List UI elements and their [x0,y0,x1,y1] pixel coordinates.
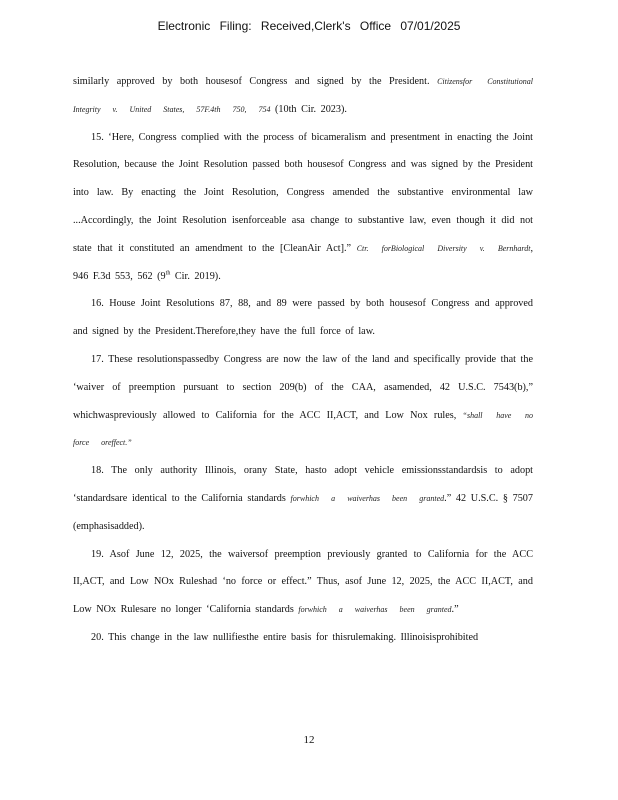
paragraph-text: 15. ‘Here, Congress complied with the process of bicameralism and presentment in enacting the Joint Resolution, because the Joint Resolution passed both housesof Congress and was signed by the President into law. By enacting the Joint Resolution, Congress amended the substantive environmental law ...Accordingly, the Joint Resolution isenforceable asa change to substantive law, even though it did not state that it constituted an amendment to the [CleanAir Act].” [73,131,533,254]
document-body [73,68,533,652]
paragraph-text: , 946 F.3d 553, 562 (9 [73,242,533,282]
quoted-emphasis: “shall have no force oreffect.” [73,410,533,448]
paragraph-text: .” 42 U.S.C. § 7507 (emphasisadded). [73,492,533,532]
paragraph-text: 17. These resolutionspassedby Congress are now the law of the land and specifically provide that the ‘waiver of preemption pursuant to section 209(b) of the CAA, asamended, 42 U.S.C. 7543(b),” whichwaspreviously allowed to California for the ACC II,ACT, and Low Nox rules, [73,353,533,421]
superscript: th [165,270,171,277]
paragraph-text: .” [451,604,459,616]
quoted-emphasis: forwhich a waiverhas been granted [290,493,445,503]
filing-header: Electronic Filing: Received,Clerk's Office 07/01/2025 [157,19,461,33]
paragraph-20: 20. This change in the law nullifiesthe entire basis for thisrulemaking. Illinoisisprohibited [91,631,479,643]
paragraph-17 [73,346,533,457]
paragraph-text: 19. Asof June 12, 2025, the waiversof preemption previously granted to California for the ACC II,ACT, and Low NOx Ruleshad ‘no force or effect.” Thus, asof June 12, 2025, the ACC II,ACT, and Low NOx Rulesare no longer ‘California standards [73,548,533,616]
paragraph-text: Cir. 2019). [170,270,221,282]
paragraph-16: 16. House Joint Resolutions 87, 88, and 89 were passed by both housesof Congress and approved and signed by the President.Therefore,they have the full force of law. [73,298,533,338]
case-citation: Citizensfor Constitutional Integrity v. United States, 57F.4th 750, 754 [73,77,534,114]
paragraph-18 [73,457,533,540]
paragraph-continuation [73,68,533,124]
case-citation: Ctr. forBiological Diversity v. Bernhardt [356,243,531,253]
paragraph-19 [73,541,533,624]
page-number: 12 [303,734,315,746]
paragraph-text: 18. The only authority Illinois, orany State, hasto adopt vehicle emissionsstandardsis to adopt ‘standardsare identical to the California standards [73,465,533,504]
paragraph-15 [73,124,533,291]
paragraph-text: similarly approved by both housesof Congress and signed by the President. [73,76,430,87]
paragraph-text: (10th Cir. 2023). [275,103,347,115]
quoted-emphasis: forwhich a waiverhas been granted [298,605,452,615]
